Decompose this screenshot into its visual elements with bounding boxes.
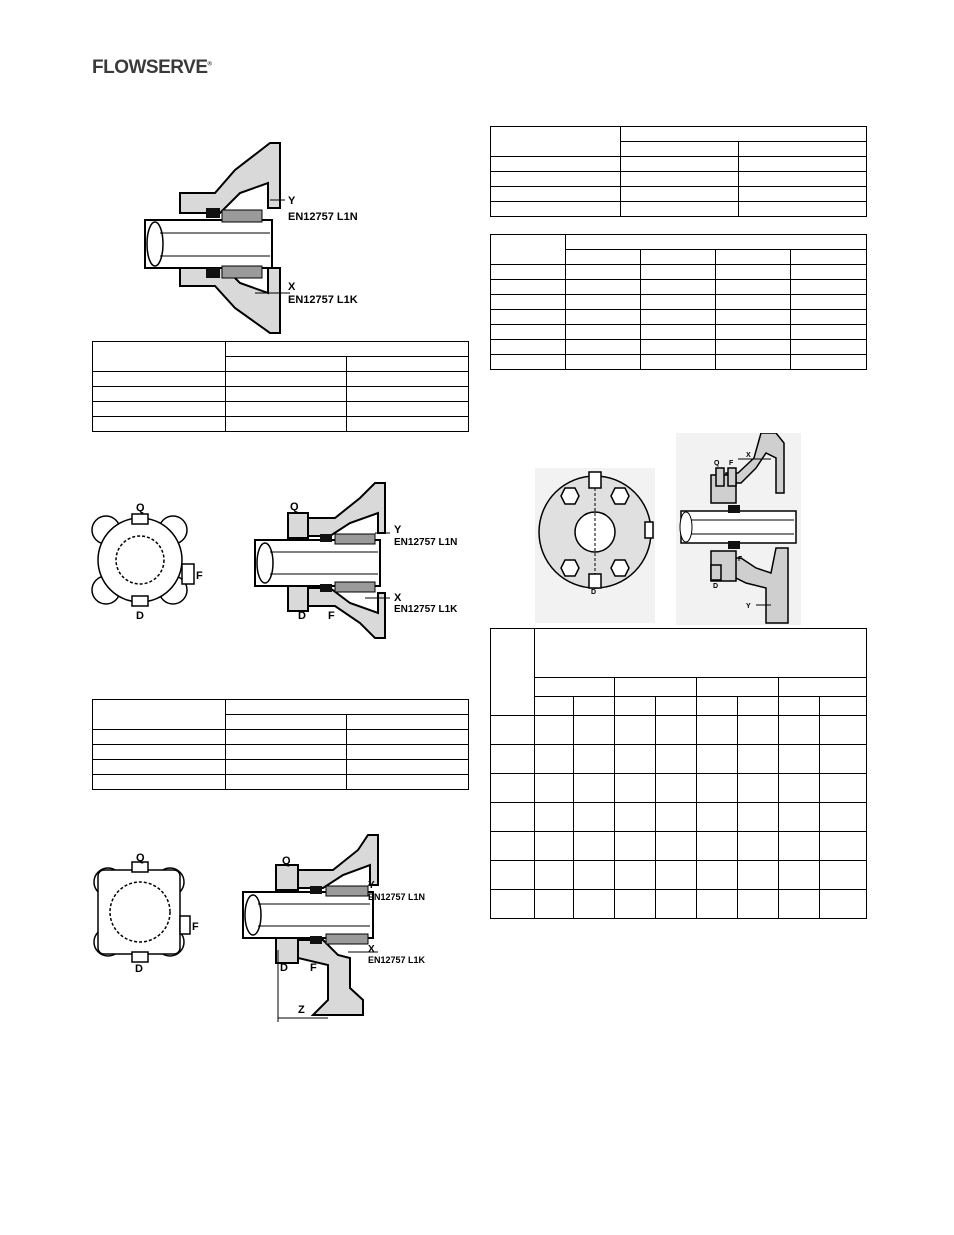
svg-text:EN12757 L1K: EN12757 L1K — [368, 955, 426, 965]
svg-text:Y: Y — [368, 880, 375, 891]
svg-text:Z: Z — [298, 1004, 305, 1016]
seal-cross-section-figure-4 — [676, 433, 801, 625]
svg-text:F: F — [196, 570, 203, 582]
svg-text:EN12757 L1N: EN12757 L1N — [288, 211, 358, 223]
svg-text:EN12757 L1K: EN12757 L1K — [288, 294, 358, 306]
table-5 — [490, 628, 867, 919]
svg-text:D: D — [591, 589, 597, 596]
flowserve-logo: FLOWSERVE® — [92, 57, 212, 78]
svg-text:Y: Y — [746, 603, 751, 610]
svg-text:X: X — [746, 452, 751, 459]
svg-text:F: F — [729, 460, 734, 467]
seal-cross-section-figure-3 — [238, 830, 458, 1025]
seal-cross-section-figure-2 — [250, 478, 465, 643]
svg-text:EN12757 L1N: EN12757 L1N — [394, 537, 458, 548]
svg-text:Q: Q — [136, 502, 145, 514]
svg-text:Y: Y — [394, 524, 402, 536]
seal-cross-section-figure-1 — [140, 138, 370, 338]
svg-text:D: D — [713, 583, 719, 590]
gland-end-view-figure-3 — [88, 852, 208, 974]
svg-text:D: D — [135, 963, 143, 974]
svg-text:D: D — [280, 962, 288, 974]
svg-text:Q: Q — [282, 855, 291, 867]
table-3 — [490, 126, 867, 217]
svg-text:X: X — [368, 944, 375, 955]
svg-text:EN12757 L1N: EN12757 L1N — [368, 892, 426, 902]
table-2 — [92, 699, 469, 790]
svg-text:F: F — [310, 962, 317, 974]
table-4 — [490, 234, 867, 370]
svg-text:X: X — [288, 281, 296, 293]
svg-text:X: X — [394, 592, 402, 604]
svg-text:F: F — [328, 610, 335, 622]
svg-text:D: D — [136, 610, 144, 620]
svg-text:F: F — [738, 556, 743, 563]
svg-text:EN12757 L1K: EN12757 L1K — [394, 604, 458, 615]
svg-text:Q: Q — [714, 460, 720, 467]
svg-text:F: F — [192, 921, 199, 933]
svg-text:Y: Y — [288, 195, 296, 207]
table-1 — [92, 341, 469, 432]
flange-end-view-figure-4 — [535, 468, 655, 623]
svg-text:Q: Q — [290, 501, 299, 513]
gland-end-view-figure-2 — [88, 502, 208, 620]
svg-text:D: D — [298, 610, 306, 622]
svg-text:Q: Q — [136, 852, 145, 864]
